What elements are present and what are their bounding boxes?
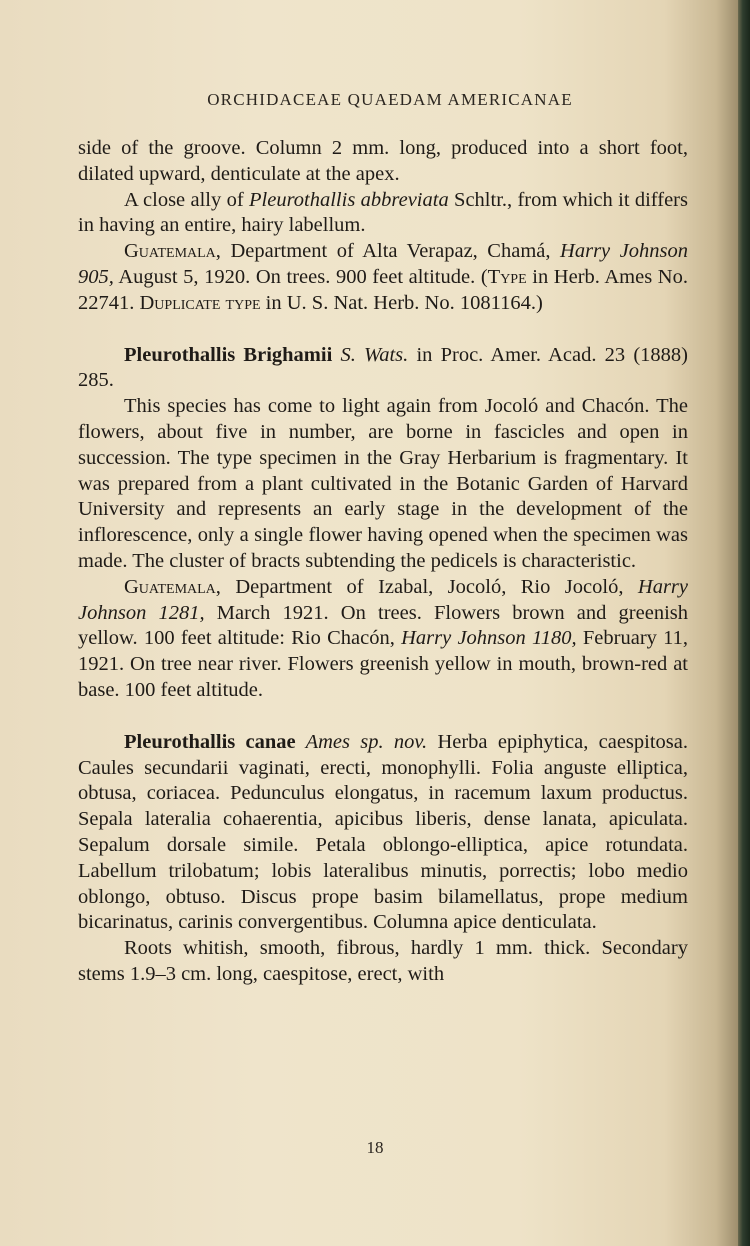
p7-species-heading: Pleurothallis canae [124,730,296,753]
paragraph-4 [78,343,688,395]
p4-author: S. Wats. [332,343,409,366]
p2-text-c: Schltr., from which it differs in having an entire, hairy labellum. [78,188,688,237]
p4-citation: in Proc. Amer. Acad. 23 (1888) 285. [78,343,688,392]
p6-collector-1: Harry Johnson 1281, [78,575,688,624]
p7-latin-description: Herba epiphytica, caespitosa. Caules secundarii vaginati, erecti, monophylli. Folia anguste elliptica, obtusa, coriacea. Pedunculus elongatus, in racemum laxum productus. Sepala lateralia cohaerentia, apicibus liberis, dense lanata, apiculata. Sepalum dorsale simile. Petala oblongo-elliptica, apice rotundata. Labellum trilobatum; lobis lateralibus minutis, porrectis; lobo medio oblongo, obtuso. Discus prope basim bilamellatus, prope medium bicarinatus, carinis convergentibus. Columna apice denticulata. [78,730,688,934]
book-spine [738,0,750,1246]
p3-text-d: August 5, 1920. On trees. 900 feet altitude. ( [113,265,488,288]
paragraph-5: This species has come to light again from Jocoló and Chacón. The flowers, about five in number, are borne in fascicles and open in succession. The type specimen in the Gray Herbarium is fragmentary. It was prepared from a plant cultivated in the Botanic Garden of Harvard University and represents an early stage in the development of the inflorescence, only a single flower having opened when the specimen was made. The cluster of bracts subtending the pedicels is characteristic. [78,395,688,572]
paragraph-2 [78,188,688,240]
p3-type-label: Type [487,265,527,288]
page-number: 18 [366,1138,384,1157]
p2-text-a: A close ally of [124,188,249,211]
section-gap-2 [78,704,688,730]
p3-duplicate-type-label: Duplicate type [139,291,261,314]
page-body [78,136,688,988]
p3-text-b: Department of Alta Verapaz, Chamá, [220,240,561,263]
p3-collector: Harry Johnson 905, [78,240,688,288]
p6-text-d: March 1921. On trees. Flowers brown and greenish yellow. 100 feet altitude: Rio Chacón, [78,601,688,650]
p6-collector-2: Harry Johnson 1180, [401,627,577,650]
paragraph-6 [78,575,688,704]
paragraph-7 [78,730,688,936]
p3-country: Guatemala, [124,240,221,263]
paragraph-1: side of the groove. Column 2 mm. long, produced into a short foot, dilated upward, denticulate at the apex. [78,137,688,185]
p3-text-f: in Herb. Ames No. 22741. [78,265,688,314]
p6-text-b: Department of Izabal, Jocoló, Rio Jocoló, [220,575,638,598]
p4-species-heading: Pleurothallis Brighamii [124,343,333,366]
p6-country: Guatemala, [124,575,221,598]
paragraph-3 [78,239,688,316]
running-head: ORCHIDACEAE QUAEDAM AMERICANAE [207,90,573,109]
p3-text-h: in U. S. Nat. Herb. No. 1081164.) [260,291,543,314]
p6-text-f: February 11, 1921. On tree near river. Flowers greenish yellow in mouth, brown-red at base. 100 feet altitude. [78,627,689,701]
paragraph-8: Roots whitish, smooth, fibrous, hardly 1 mm. thick. Secondary stems 1.9–3 cm. long, caespitose, erect, with [78,937,688,985]
p7-author: Ames sp. nov. [295,730,428,753]
section-gap [78,317,688,343]
p2-species-name: Pleurothallis abbreviata [249,188,449,211]
